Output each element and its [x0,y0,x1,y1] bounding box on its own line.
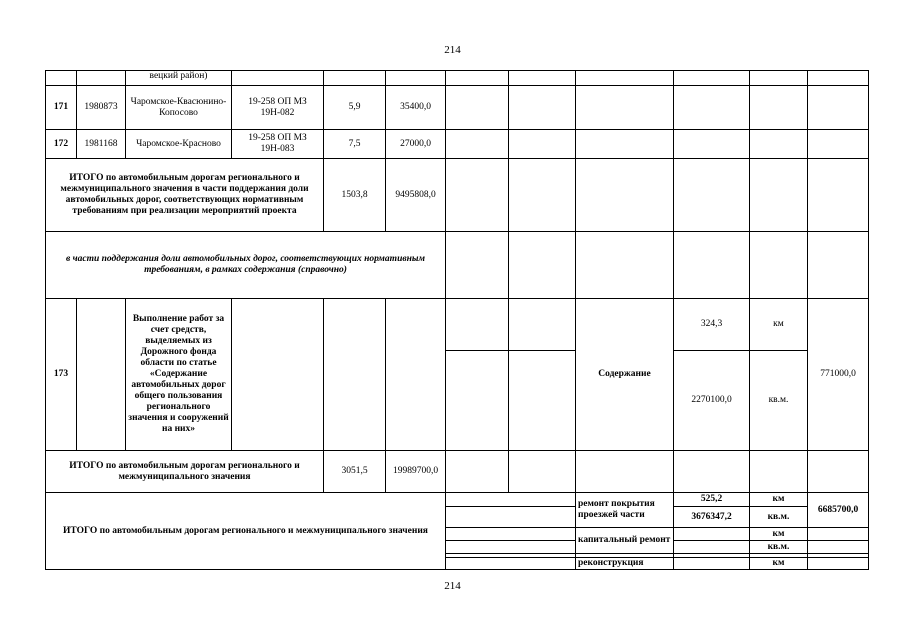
road-code: 19-258 ОП МЗ 19Н-083 [232,130,324,159]
page-number-top: 214 [444,44,461,56]
work-type: Содержание [576,299,674,451]
grand-total: 6685700,0 [808,493,869,528]
road-sum: 35400,0 [386,86,446,130]
table-row [46,86,869,130]
row-number: 173 [46,299,77,451]
road-code: 19-258 ОП МЗ 19Н-082 [232,86,324,130]
page-number-bottom: 214 [444,580,461,592]
total-sum: 9495808,0 [386,159,446,232]
work-type: капитальный ремонт [576,528,674,554]
total-label: ИТОГО по автомобильным дорогам регионального и межмуниципального значения в части поддержания доли автомобильных дорог, соответствующих нормативным требованиям при реализации мероприятий проекта [46,159,324,232]
table-row [46,159,869,232]
quantity: 3676347,2 [674,507,750,528]
road-id: 1981168 [77,130,126,159]
road-name: Выполнение работ за счет средств, выделяемых из Дорожного фонда области по статье «Содержание автомобильных дорог общего пользования регионального значения и сооружений на них» [126,299,232,451]
unit: кв.м. [750,507,808,528]
unit: км [750,528,808,541]
grand-total-label: ИТОГО по автомобильным дорогам регионального и межмуниципального значения [46,493,446,570]
quantity: 525,2 [674,493,750,507]
work-type: реконструкция [576,558,674,570]
unit: кв.м. [750,541,808,554]
table-row [46,493,869,507]
section-header: в части поддержания доли автомобильных дорог, соответствующих нормативным требованиям, в рамках содержания (справочно) [46,232,446,299]
road-name: вецкий район) [126,71,232,86]
road-length: 7,5 [324,130,386,159]
row-number: 171 [46,86,77,130]
road-name: Чаромское-Красново [126,130,232,159]
quantity: 2270100,0 [674,351,750,451]
table-row [46,299,869,351]
work-type: ремонт покрытия проезжей части [576,493,674,528]
unit: кв.м. [750,351,808,451]
road-name: Чаромское-Квасюнино-Копосово [126,86,232,130]
unit: км [750,493,808,507]
table-row [46,232,869,299]
table-row [46,130,869,159]
unit: км [750,299,808,351]
total-sum: 19989700,0 [386,451,446,493]
table-row [46,451,869,493]
road-length: 5,9 [324,86,386,130]
total-length: 1503,8 [324,159,386,232]
row-number: 172 [46,130,77,159]
road-id: 1980873 [77,86,126,130]
unit: км [750,558,808,570]
road-sum: 27000,0 [386,130,446,159]
table-row [46,71,869,86]
total-length: 3051,5 [324,451,386,493]
roads-table [45,70,869,570]
quantity: 324,3 [674,299,750,351]
total-label: ИТОГО по автомобильным дорогам регионального и межмуниципального значения [46,451,324,493]
row-total: 771000,0 [808,299,869,451]
